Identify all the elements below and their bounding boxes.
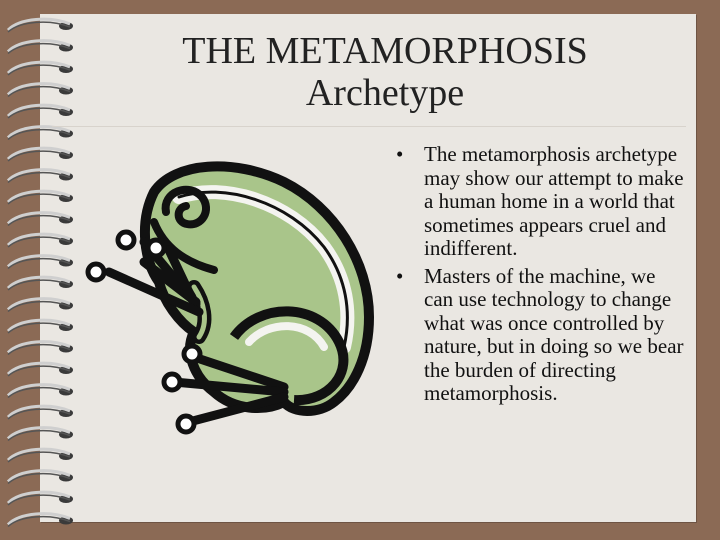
frog-icon [84,152,384,442]
bullet-text-1: The metamorphosis archetype may show our attempt to make a human home in a world that sometimes appears cruel and indifferent. [424,142,684,260]
spiral-binding-icon [0,0,90,540]
bullet-item-2 [396,265,686,406]
slide-title [90,30,680,114]
bullet-marker: • [396,142,404,166]
title-divider [52,126,686,127]
title-line-1: THE METAMORPHOSIS [182,30,588,72]
title-line-2: Archetype [305,72,465,114]
bullet-marker: • [396,263,404,288]
bullet-text-2: Masters of the machine, we can use technology to change what was once controlled by nature, but in doing so we bear the burden of directing metamorphosis. [424,263,684,405]
bullet-list [396,143,686,410]
bullet-item-1 [396,143,686,261]
